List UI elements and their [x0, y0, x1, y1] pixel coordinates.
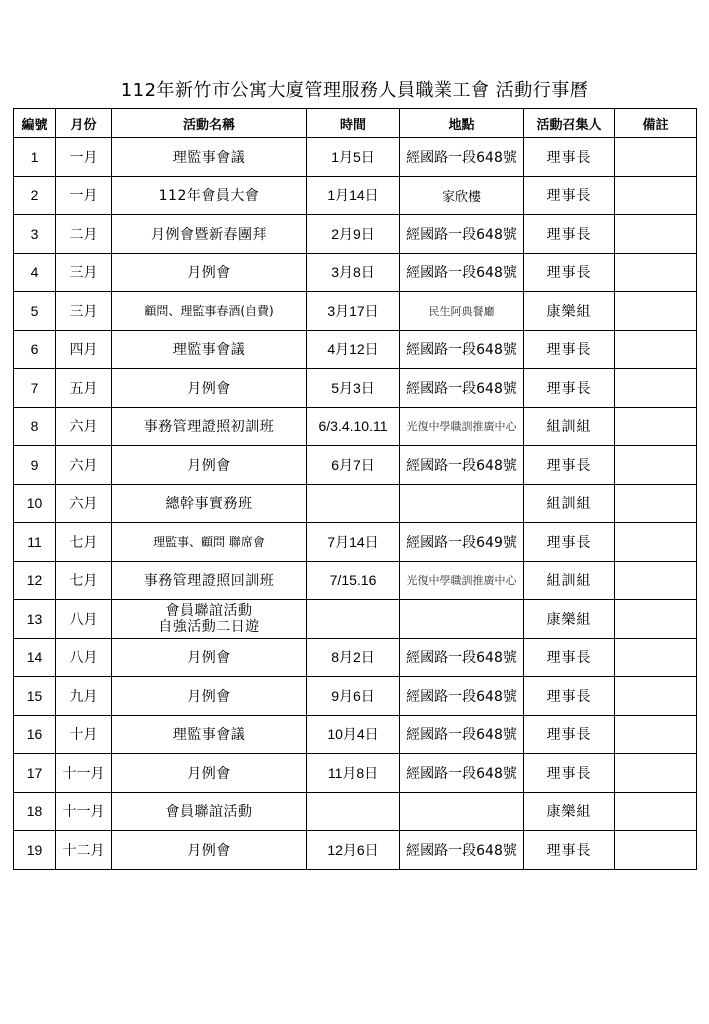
- cell-month: 七月: [56, 523, 112, 562]
- cell-month: 六月: [56, 484, 112, 523]
- cell-num: 2: [14, 176, 56, 215]
- cell-convener: 理事長: [524, 138, 615, 177]
- cell-month: 一月: [56, 138, 112, 177]
- cell-location: 經國路一段648號: [400, 677, 524, 716]
- cell-location: 民生阿典餐廳: [400, 292, 524, 331]
- cell-convener: 康樂組: [524, 600, 615, 639]
- cell-convener: 康樂組: [524, 792, 615, 831]
- cell-date: 1月14日: [307, 176, 400, 215]
- cell-location: 經國路一段648號: [400, 715, 524, 754]
- cell-note: [615, 677, 697, 716]
- cell-activity-name: 月例會: [112, 446, 307, 485]
- table-row: [14, 446, 697, 485]
- cell-convener: 理事長: [524, 523, 615, 562]
- table-row: [14, 792, 697, 831]
- cell-date: 10月4日: [307, 715, 400, 754]
- cell-location: 經國路一段648號: [400, 369, 524, 408]
- cell-note: [615, 715, 697, 754]
- cell-note: [615, 600, 697, 639]
- table-row: [14, 215, 697, 254]
- cell-num: 13: [14, 600, 56, 639]
- cell-num: 18: [14, 792, 56, 831]
- cell-month: 一月: [56, 176, 112, 215]
- cell-date: 4月12日: [307, 330, 400, 369]
- cell-convener: 理事長: [524, 446, 615, 485]
- cell-month: 四月: [56, 330, 112, 369]
- cell-note: [615, 369, 697, 408]
- table-row: [14, 253, 697, 292]
- cell-num: 14: [14, 638, 56, 677]
- cell-convener: 理事長: [524, 715, 615, 754]
- cell-date: 2月9日: [307, 215, 400, 254]
- cell-num: 5: [14, 292, 56, 331]
- cell-num: 17: [14, 754, 56, 793]
- cell-date: 6/3.4.10.11: [307, 407, 400, 446]
- cell-date: [307, 792, 400, 831]
- cell-note: [615, 561, 697, 600]
- cell-activity-name: [112, 600, 307, 639]
- cell-note: [615, 330, 697, 369]
- cell-month: 八月: [56, 638, 112, 677]
- table-row: [14, 600, 697, 639]
- cell-num: 4: [14, 253, 56, 292]
- cell-month: 八月: [56, 600, 112, 639]
- cell-location: 光復中學職訓推廣中心: [400, 407, 524, 446]
- cell-activity-name: 理監事、顧問 聯席會: [112, 523, 307, 562]
- cell-convener: 理事長: [524, 638, 615, 677]
- cell-month: 六月: [56, 407, 112, 446]
- cell-convener: 理事長: [524, 253, 615, 292]
- cell-date: 6月7日: [307, 446, 400, 485]
- cell-date: 8月2日: [307, 638, 400, 677]
- cell-month: 九月: [56, 677, 112, 716]
- cell-location: 家欣樓: [400, 176, 524, 215]
- cell-num: 11: [14, 523, 56, 562]
- cell-month: 十一月: [56, 754, 112, 793]
- header-month: 月份: [56, 109, 112, 138]
- cell-month: 六月: [56, 446, 112, 485]
- cell-num: 9: [14, 446, 56, 485]
- table-row: [14, 292, 697, 331]
- cell-num: 12: [14, 561, 56, 600]
- cell-note: [615, 253, 697, 292]
- table-row: [14, 484, 697, 523]
- cell-activity-name: 月例會: [112, 638, 307, 677]
- cell-date: 9月6日: [307, 677, 400, 716]
- cell-activity-name: 月例會暨新春團拜: [112, 215, 307, 254]
- cell-activity-name: 會員聯誼活動: [112, 792, 307, 831]
- cell-date: 7月14日: [307, 523, 400, 562]
- cell-date: 7/15.16: [307, 561, 400, 600]
- table-row: [14, 638, 697, 677]
- table-row: [14, 677, 697, 716]
- cell-location: 光復中學職訓推廣中心: [400, 561, 524, 600]
- table-row: [14, 369, 697, 408]
- cell-convener: 理事長: [524, 215, 615, 254]
- cell-note: [615, 446, 697, 485]
- cell-month: 十二月: [56, 831, 112, 870]
- cell-note: [615, 176, 697, 215]
- cell-note: [615, 523, 697, 562]
- header-row: [14, 109, 697, 138]
- cell-location: 經國路一段648號: [400, 831, 524, 870]
- cell-location: 經國路一段648號: [400, 754, 524, 793]
- cell-num: 15: [14, 677, 56, 716]
- table-row: [14, 407, 697, 446]
- cell-activity-name: 理監事會議: [112, 715, 307, 754]
- cell-month: 十月: [56, 715, 112, 754]
- cell-date: 3月17日: [307, 292, 400, 331]
- cell-note: [615, 215, 697, 254]
- cell-num: 1: [14, 138, 56, 177]
- cell-activity-name: 顧問、理監事春酒(自費): [112, 292, 307, 331]
- cell-convener: 理事長: [524, 369, 615, 408]
- header-location: 地點: [400, 109, 524, 138]
- cell-num: 7: [14, 369, 56, 408]
- table-row: [14, 523, 697, 562]
- cell-note: [615, 792, 697, 831]
- table-row: [14, 754, 697, 793]
- cell-month: 三月: [56, 253, 112, 292]
- cell-convener: 理事長: [524, 754, 615, 793]
- cell-activity-name: 月例會: [112, 369, 307, 408]
- cell-date: [307, 600, 400, 639]
- cell-convener: 理事長: [524, 176, 615, 215]
- cell-date: 5月3日: [307, 369, 400, 408]
- cell-activity-name: 理監事會議: [112, 138, 307, 177]
- cell-location: [400, 792, 524, 831]
- cell-num: 8: [14, 407, 56, 446]
- cell-location: 經國路一段648號: [400, 138, 524, 177]
- cell-activity-name: 理監事會議: [112, 330, 307, 369]
- cell-activity-name: 月例會: [112, 754, 307, 793]
- cell-activity-name: 112年會員大會: [112, 176, 307, 215]
- cell-date: 1月5日: [307, 138, 400, 177]
- cell-num: 16: [14, 715, 56, 754]
- cell-activity-name: 月例會: [112, 677, 307, 716]
- page-title: 112年新竹市公寓大廈管理服務人員職業工會 活動行事曆: [120, 80, 589, 101]
- table-row: [14, 831, 697, 870]
- cell-location: 經國路一段648號: [400, 215, 524, 254]
- cell-activity-name: 月例會: [112, 253, 307, 292]
- cell-note: [615, 638, 697, 677]
- table-row: [14, 330, 697, 369]
- cell-num: 10: [14, 484, 56, 523]
- header-convener: 活動召集人: [524, 109, 615, 138]
- cell-note: [615, 138, 697, 177]
- cell-date: [307, 484, 400, 523]
- cell-activity-name: 總幹事實務班: [112, 484, 307, 523]
- cell-note: [615, 292, 697, 331]
- cell-activity-name: 事務管理證照回訓班: [112, 561, 307, 600]
- cell-convener: 組訓組: [524, 561, 615, 600]
- cell-month: 三月: [56, 292, 112, 331]
- cell-month: 十一月: [56, 792, 112, 831]
- cell-num: 19: [14, 831, 56, 870]
- cell-activity-name: 月例會: [112, 831, 307, 870]
- table-row: [14, 138, 697, 177]
- cell-date: 12月6日: [307, 831, 400, 870]
- table-row: [14, 715, 697, 754]
- cell-location: 經國路一段648號: [400, 253, 524, 292]
- cell-activity-name: 事務管理證照初訓班: [112, 407, 307, 446]
- cell-location: 經國路一段649號: [400, 523, 524, 562]
- cell-location: 經國路一段648號: [400, 446, 524, 485]
- cell-convener: 理事長: [524, 330, 615, 369]
- cell-convener: 組訓組: [524, 484, 615, 523]
- header-name: 活動名稱: [112, 109, 307, 138]
- cell-convener: 組訓組: [524, 407, 615, 446]
- cell-convener: 理事長: [524, 831, 615, 870]
- cell-location: 經國路一段648號: [400, 638, 524, 677]
- cell-month: 七月: [56, 561, 112, 600]
- header-num: 編號: [14, 109, 56, 138]
- cell-note: [615, 484, 697, 523]
- cell-convener: 理事長: [524, 677, 615, 716]
- table-row: [14, 176, 697, 215]
- cell-convener: 康樂組: [524, 292, 615, 331]
- cell-note: [615, 831, 697, 870]
- cell-num: 6: [14, 330, 56, 369]
- cell-date: 3月8日: [307, 253, 400, 292]
- cell-location: [400, 484, 524, 523]
- activity-calendar-table: [13, 108, 697, 870]
- cell-note: [615, 754, 697, 793]
- header-date: 時間: [307, 109, 400, 138]
- activity-name-line: 會員聯誼活動: [165, 602, 253, 619]
- cell-location: 經國路一段648號: [400, 330, 524, 369]
- cell-date: 11月8日: [307, 754, 400, 793]
- cell-month: 五月: [56, 369, 112, 408]
- cell-month: 二月: [56, 215, 112, 254]
- cell-location: [400, 600, 524, 639]
- cell-note: [615, 407, 697, 446]
- table-row: [14, 561, 697, 600]
- activity-name-line: 自強活動二日遊: [158, 618, 260, 635]
- cell-num: 3: [14, 215, 56, 254]
- header-note: 備註: [615, 109, 697, 138]
